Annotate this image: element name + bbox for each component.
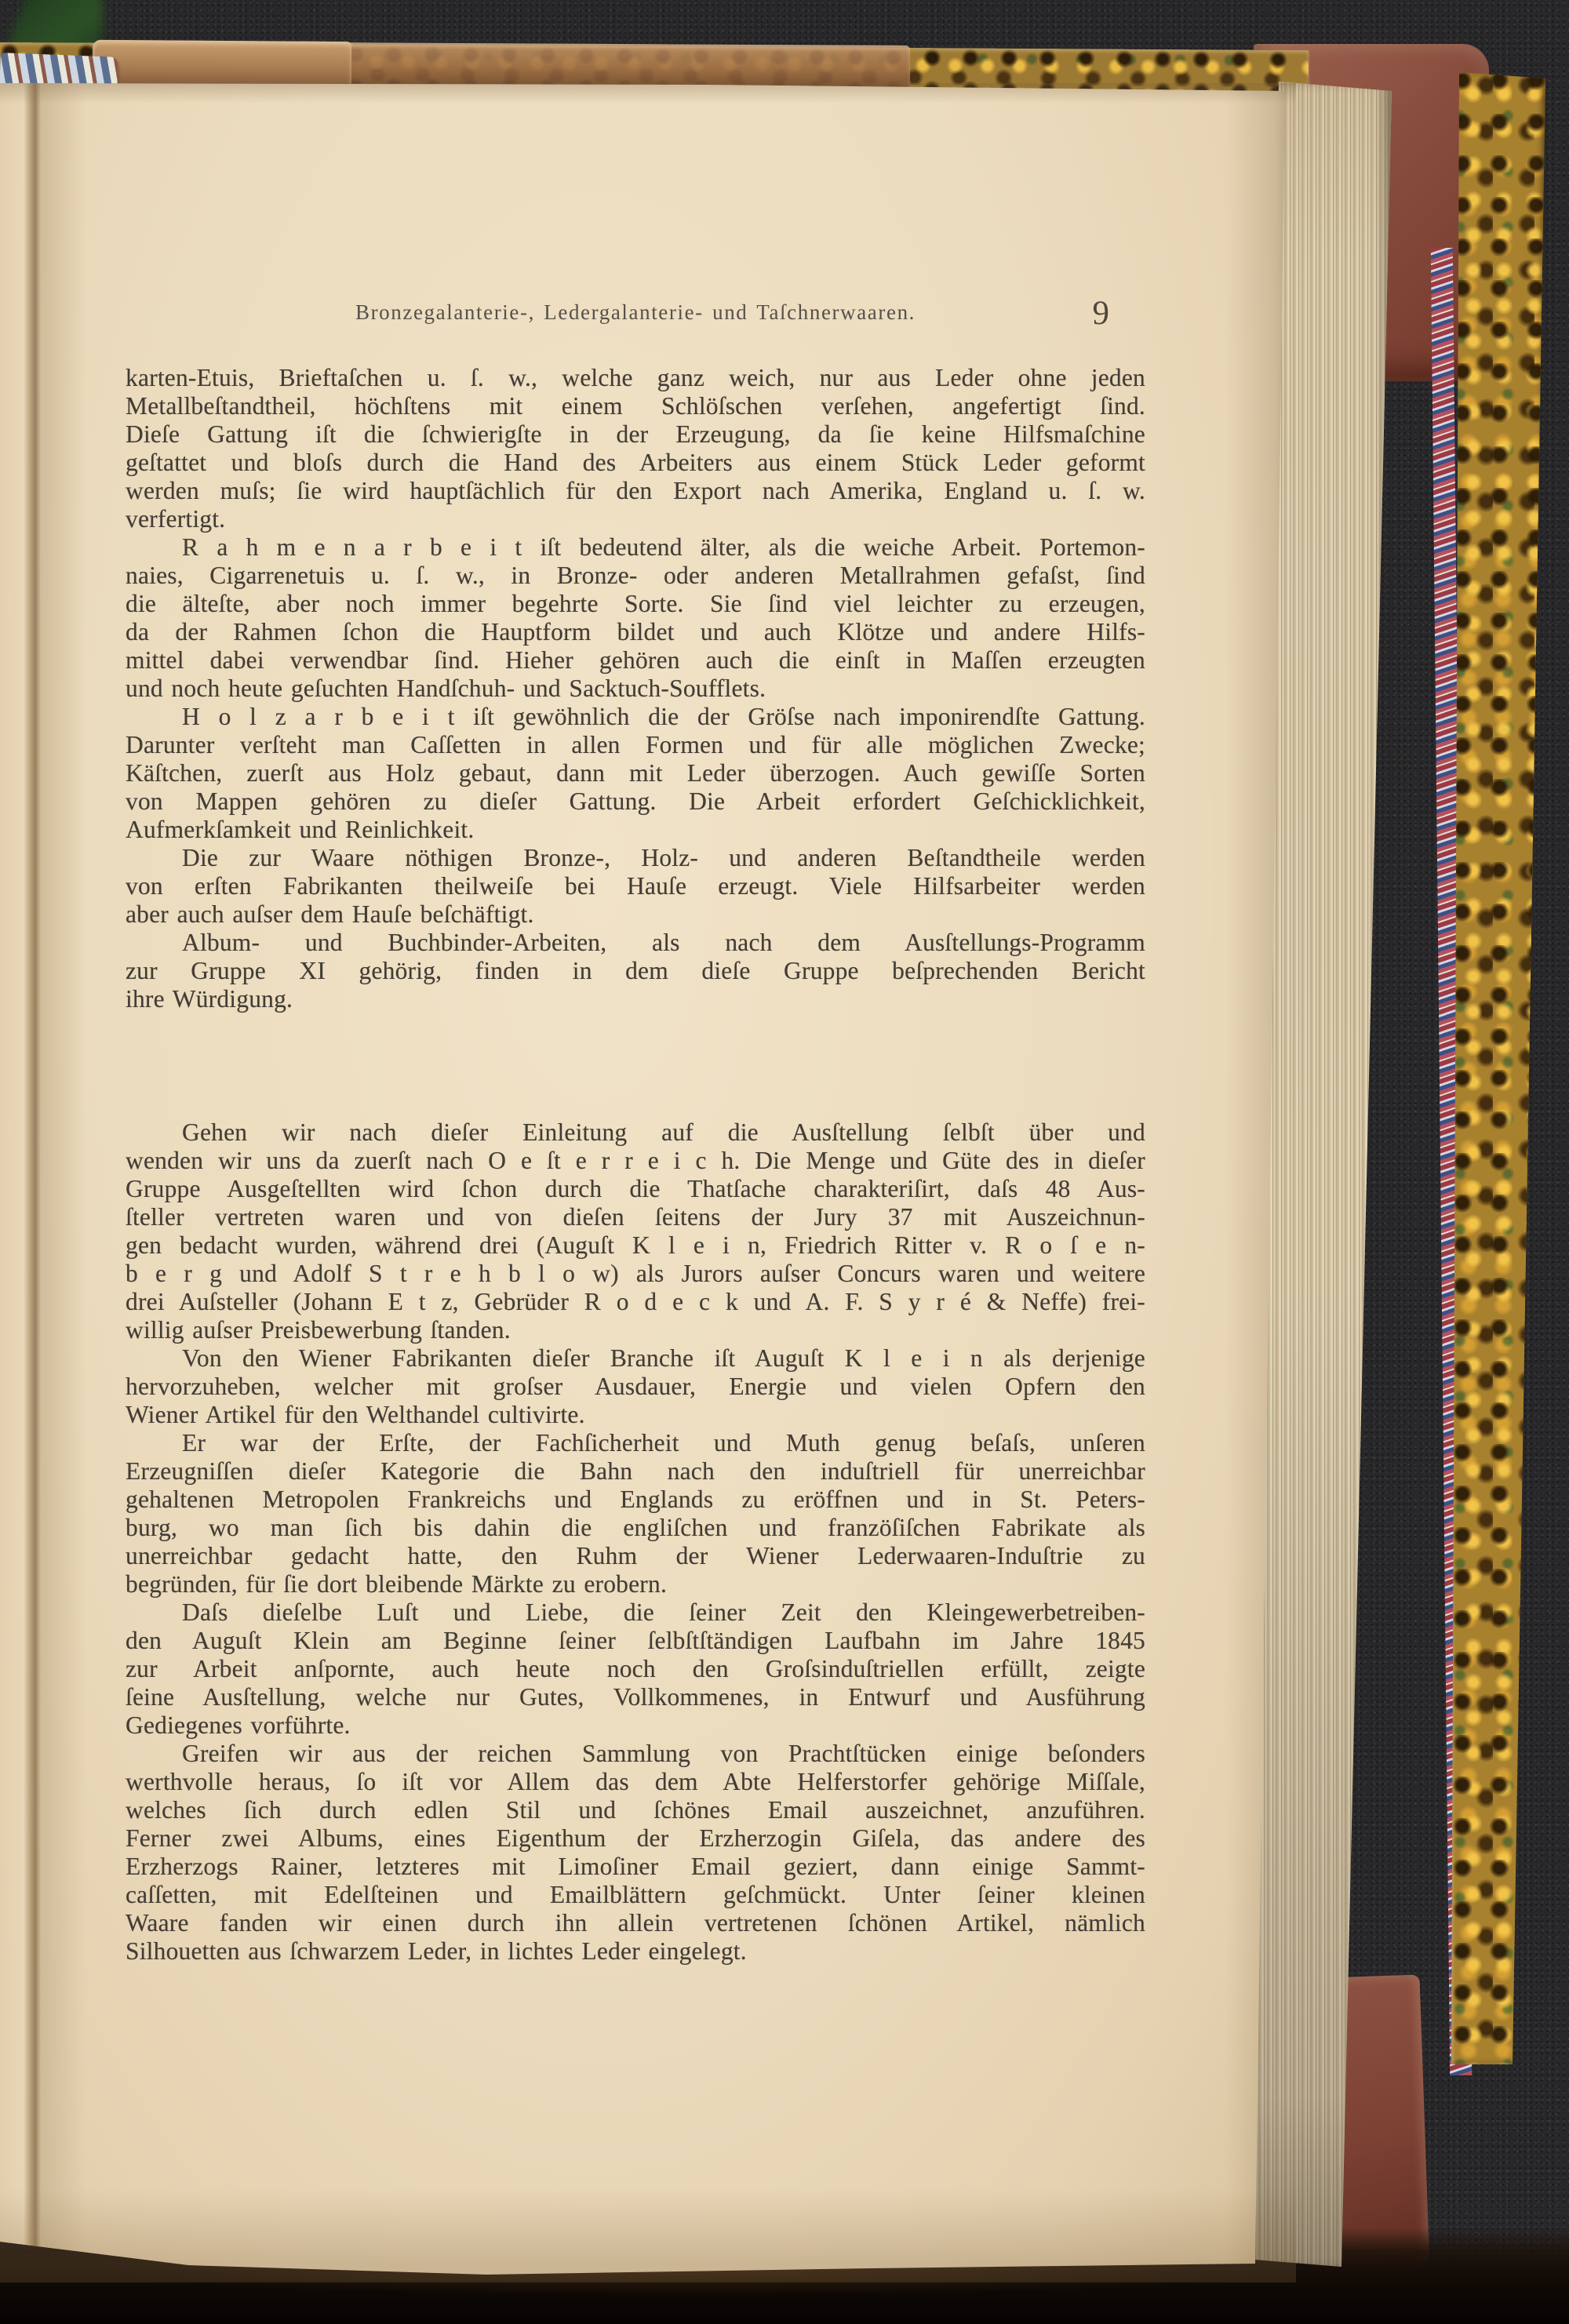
text-line: Erzherzogs Rainer, letzteres mit Limoſiner Email geziert, dann einige Sammt- — [126, 1853, 1145, 1880]
text-line: caſſetten, mit Edelſteinen und Emailblättern geſchmückt. Unter ſeiner kleinen — [126, 1881, 1145, 1908]
text-line: werden muſs; ſie wird hauptſächlich für den Export nach Amerika, England u. ſ. w. — [126, 477, 1145, 504]
text-line: Gediegenes vorführte. — [126, 1711, 351, 1739]
text-line: ihre Würdigung. — [126, 985, 293, 1013]
text-line: Ferner zwei Albums, eines Eigenthum der Erzherzogin Giſela, das andere des — [126, 1824, 1145, 1852]
text-line: von erſten Fabrikanten theilweiſe bei Hauſe erzeugt. Viele Hilfsarbeiter werden — [126, 872, 1145, 900]
text-line: den Auguſt Klein am Beginne ſeiner ſelbſtſtändigen Laufbahn im Jahre 1845 — [126, 1627, 1145, 1654]
text-line: Silhouetten aus ſchwarzem Leder, in lichtes Leder eingelegt. — [126, 1937, 747, 1965]
text-line: Wiener Artikel für den Welthandel cultivirte. — [126, 1401, 585, 1428]
paragraph — [126, 1598, 1145, 1740]
text-line: Die zur Waare nöthigen Bronze-, Holz- und anderen Beſtandtheile werden — [182, 844, 1145, 871]
text-line: gen bedacht wurden, während drei (Auguſt K l e i n, Friedrich Ritter v. R o ſ e n- — [126, 1231, 1145, 1259]
text-line: naies, Cigarrenetuis u. ſ. w., in Bronze- oder anderen Metallrahmen gefaſst, ſind — [126, 562, 1145, 589]
text-line: zur Gruppe XI gehörig, finden in dem dieſe Gruppe beſprechenden Bericht — [126, 957, 1145, 984]
page-bottom-shading — [0, 2188, 1296, 2282]
text-line: da der Rahmen ſchon die Hauptform bildet und auch Klötze und andere Hilfs- — [126, 618, 1145, 646]
text-line: verfertigt. — [126, 505, 226, 533]
text-line: Erzeugniſſen dieſer Kategorie die Bahn nach den induſtriell für unerreichbar — [126, 1457, 1145, 1485]
text-line: Gruppe Ausgeſtellten wird ſchon durch die Thatſache charakteriſirt, daſs 48 Aus- — [126, 1175, 1145, 1202]
text-line: karten-Etuis, Brieftaſchen u. ſ. w., welche ganz weich, nur aus Leder ohne jeden — [126, 364, 1145, 391]
text-section — [126, 1118, 1145, 1966]
running-header-title: Bronzegalanterie-, Ledergalanterie- und Taſchnerwaaren. — [355, 300, 916, 324]
text-line: R a h m e n a r b e i t iſt bedeutend älter, als die weiche Arbeit. Portemon- — [182, 533, 1145, 561]
text-line: burg, wo man ſich bis dahin die engliſchen und franzöſiſchen Fabrikate als — [126, 1514, 1145, 1541]
text-line: b e r g und Adolf S t r e h b l o w) als Jurors auſser Concurs waren und weitere — [126, 1260, 1145, 1287]
page-top-shading — [0, 83, 1296, 104]
text-line: Von den Wiener Fabrikanten dieſer Branche iſt Auguſt K l e i n als derjenige — [182, 1344, 1145, 1372]
paragraph — [126, 703, 1145, 844]
text-line: wenden wir uns da zuerſt nach O e ſt e r r e i c h. Die Menge und Güte des in dieſer — [126, 1147, 1145, 1174]
paragraph — [126, 929, 1145, 1013]
text-line: geſtattet und bloſs durch die Hand des Arbeiters aus einem Stück Leder geformt — [126, 449, 1145, 476]
paragraph — [126, 1118, 1145, 1344]
paragraph — [126, 1344, 1145, 1429]
text-line: begründen, für ſie dort bleibende Märkte zu erobern. — [126, 1570, 668, 1598]
running-header — [126, 295, 1145, 332]
text-line: von Mappen gehören zu dieſer Gattung. Die Arbeit erfordert Geſchicklichkeit, — [126, 787, 1145, 815]
text-line: Darunter verſteht man Caſſetten in allen Formen und für alle möglichen Zwecke; — [126, 731, 1145, 758]
text-line: Album- und Buchbinder-Arbeiten, als nach dem Ausſtellungs-Programm — [182, 929, 1145, 956]
paragraph — [126, 364, 1145, 533]
text-line: Gehen wir nach dieſer Einleitung auf die Ausſtellung ſelbſt über und — [182, 1118, 1145, 1146]
text-line: Daſs dieſelbe Luſt und Liebe, die ſeiner Zeit den Kleingewerbetreiben- — [182, 1598, 1145, 1626]
paragraph — [126, 844, 1145, 929]
text-line: Greifen wir aus der reichen Sammlung von Prachtſtücken einige beſonders — [182, 1740, 1145, 1767]
text-line: die älteſte, aber noch immer begehrte Sorte. Sie ſind viel leichter zu erzeugen, — [126, 590, 1145, 617]
page-content — [126, 295, 1145, 1966]
text-section — [126, 364, 1145, 1013]
text-line: aber auch auſser dem Hauſe beſchäftigt. — [126, 900, 534, 928]
text-line: H o l z a r b e i t iſt gewöhnlich die der Gröſse nach imponirendſte Gattung. — [182, 703, 1145, 730]
text-line: welches ſich durch edlen Stil und ſchönes Email auszeichnet, anzuführen. — [126, 1796, 1145, 1824]
paragraph — [126, 1740, 1145, 1966]
text-line: gehaltenen Metropolen Frankreichs und Englands zu eröffnen und in St. Peters- — [126, 1486, 1145, 1513]
text-line: zur Arbeit anſpornte, auch heute noch den Groſsinduſtriellen erfüllt, zeigte — [126, 1655, 1145, 1682]
paragraph — [126, 533, 1145, 703]
text-column — [126, 364, 1145, 1966]
text-line: Waare fanden wir einen durch ihn allein vertretenen ſchönen Artikel, nämlich — [126, 1909, 1145, 1937]
text-line: werthvolle heraus, ſo iſt vor Allem das dem Abte Helferstorfer gehörige Miſſale, — [126, 1768, 1145, 1795]
text-line: mittel dabei verwendbar ſind. Hieher gehören auch die einſt in Maſſen erzeugten — [126, 646, 1145, 674]
text-line: ſeine Ausſtellung, welche nur Gutes, Vollkommenes, in Entwurf und Ausführung — [126, 1683, 1145, 1711]
text-line: Käſtchen, zuerſt aus Holz gebaut, dann mit Leder überzogen. Auch gewiſſe Sorten — [126, 759, 1145, 787]
text-line: ſteller vertreten waren und von dieſen ſeitens der Jury 37 mit Auszeichnun- — [126, 1203, 1145, 1231]
text-line: Er war der Erſte, der Fachſicherheit und Muth genug beſaſs, unſeren — [182, 1429, 1145, 1457]
text-line: unerreichbar gedacht hatte, den Ruhm der Wiener Lederwaaren-Induſtrie zu — [126, 1542, 1145, 1569]
text-line: und noch heute geſuchten Handſchuh- und Sacktuch-Soufflets. — [126, 675, 766, 702]
text-line: willig auſser Preisbewerbung ſtanden. — [126, 1316, 511, 1344]
text-line: Metallbeſtandtheil, höchſtens mit einem Schlöſschen verſehen, angefertigt ſind. — [126, 392, 1145, 420]
page-number: 9 — [1092, 295, 1109, 332]
text-line: drei Auſsteller (Johann E t z, Gebrüder R o d e c k und A. F. S y r é & Neffe) frei- — [126, 1288, 1145, 1315]
leather-head-cap-inner — [314, 42, 910, 89]
text-line: Dieſe Gattung iſt die ſchwierigſte in der Erzeugung, da ſie keine Hilfsmaſchine — [126, 420, 1145, 448]
paragraph — [126, 1429, 1145, 1598]
text-line: Aufmerkſamkeit und Reinlichkeit. — [126, 816, 475, 843]
marbled-board-edge — [1451, 72, 1545, 2064]
text-line: hervorzuheben, welcher mit groſser Ausdauer, Energie und vielen Opfern den — [126, 1373, 1145, 1400]
